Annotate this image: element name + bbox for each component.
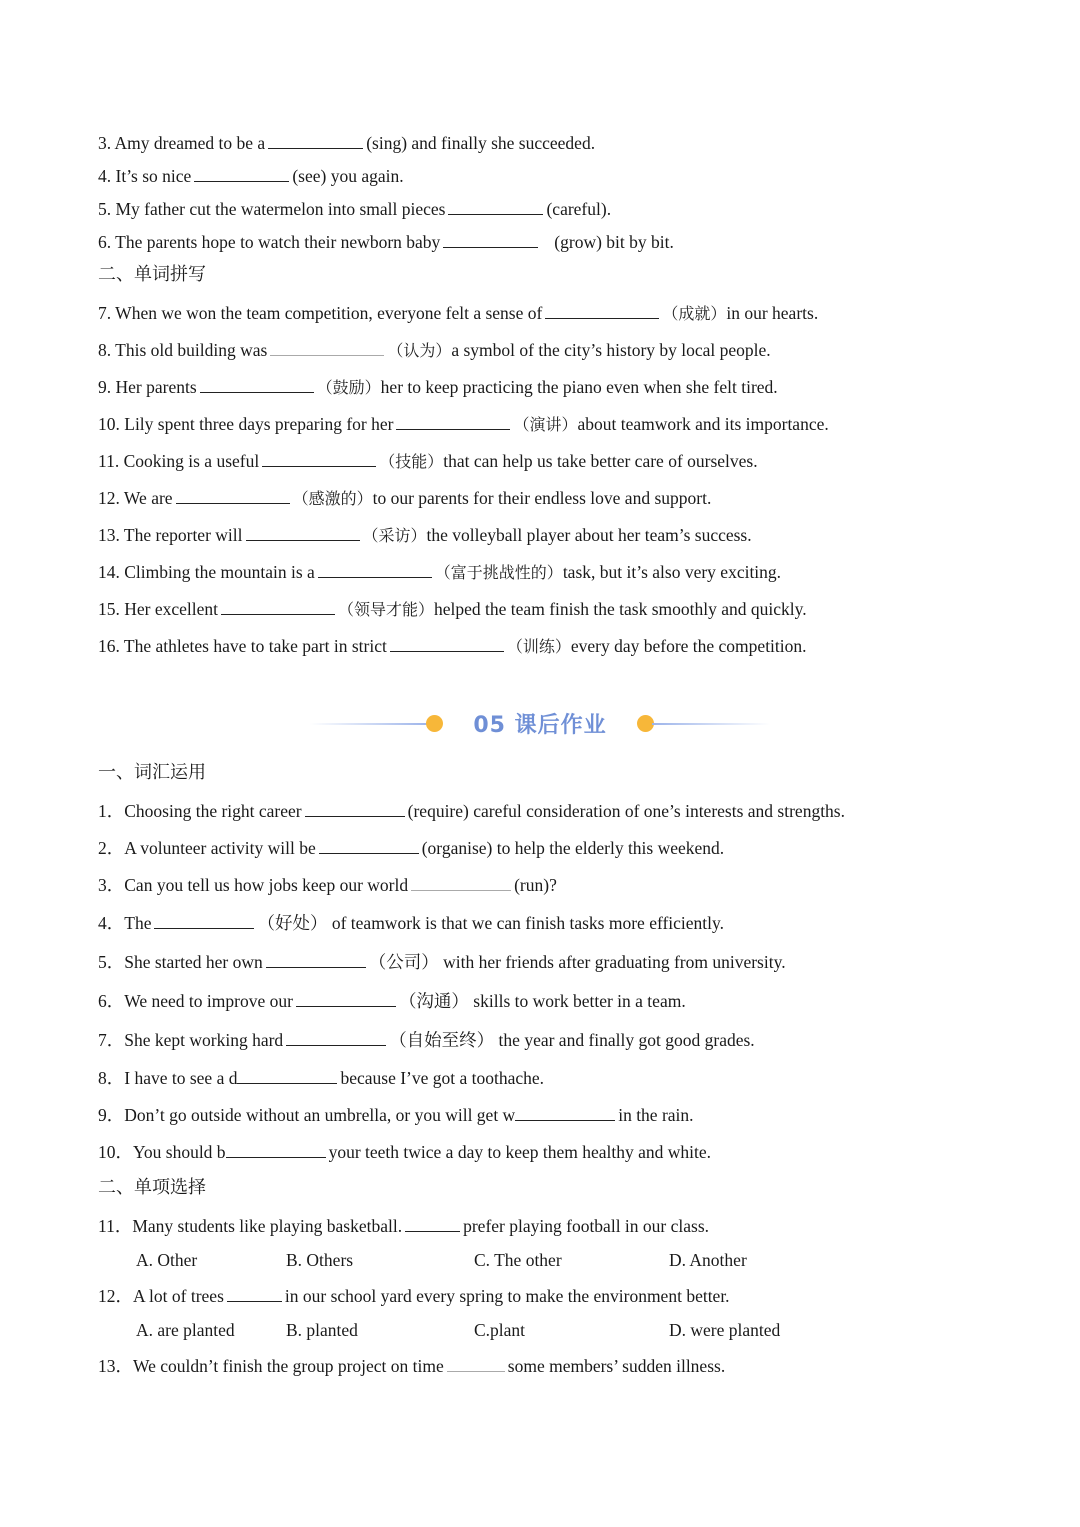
vocab-question-9	[98, 1103, 1040, 1127]
vocab-question-6	[98, 989, 1040, 1013]
chinese-hint: （成就）	[662, 304, 727, 323]
answer-blank[interactable]	[194, 165, 289, 182]
option-c[interactable]: C. The other	[474, 1250, 562, 1270]
question-text: （公司） with her friends after graduating from university.	[368, 952, 786, 972]
vocab-question-2	[98, 836, 1040, 860]
question-text: that can help us take better care of ourselves.	[443, 451, 758, 471]
question-text: 14. Climbing the mountain is a	[98, 562, 315, 582]
question-text: the volleyball player about her team’s success.	[426, 525, 752, 545]
answer-blank[interactable]	[266, 951, 366, 968]
section-heading-choice: 二、单项选择	[98, 1177, 206, 1198]
answer-blank[interactable]	[262, 450, 376, 467]
chinese-hint: （富于挑战性的）	[434, 563, 563, 582]
option-b[interactable]: B. planted	[286, 1320, 358, 1340]
question-7	[98, 301, 1040, 326]
chinese-hint: （采访）	[362, 526, 427, 545]
question-text: 7. When we won the team competition, everyone felt a sense of	[98, 303, 543, 323]
question-text: 15. Her excellent	[98, 599, 219, 619]
answer-blank[interactable]	[305, 800, 405, 817]
question-text: every day before the competition.	[570, 636, 807, 656]
question-text: 11．Many students like playing basketball.	[98, 1216, 403, 1236]
question-4	[98, 164, 1040, 188]
question-text: a symbol of the city’s history by local people.	[451, 340, 771, 360]
question-text: 4. It’s so nice	[98, 166, 192, 186]
question-text: in our hearts.	[726, 303, 819, 323]
question-9	[98, 375, 1040, 400]
question-text: 12．A lot of trees	[98, 1286, 224, 1306]
answer-blank[interactable]	[443, 231, 538, 248]
answer-blank[interactable]	[447, 1355, 505, 1372]
chinese-hint: （感激的）	[292, 489, 373, 508]
answer-blank[interactable]	[396, 413, 510, 430]
question-text: 10．You should b	[98, 1142, 226, 1162]
question-text: 11. Cooking is a useful	[98, 451, 260, 471]
question-text: （自始至终） the year and finally got good grades.	[389, 1030, 755, 1050]
question-text: in the rain.	[618, 1105, 694, 1125]
question-text: 1．Choosing the right career	[98, 801, 302, 821]
answer-blank[interactable]	[270, 339, 384, 356]
question-text: 8．I have to see a d	[98, 1068, 238, 1088]
vocab-question-10	[98, 1140, 1040, 1164]
answer-blank[interactable]	[221, 598, 335, 615]
answer-blank[interactable]	[268, 132, 363, 149]
question-text: 2．A volunteer activity will be	[98, 838, 316, 858]
banner-left-line	[310, 723, 428, 725]
question-text: task, but it’s also very exciting.	[562, 562, 782, 582]
question-text: 4．The	[98, 913, 152, 933]
question-3	[98, 131, 1040, 155]
answer-blank[interactable]	[390, 635, 504, 652]
vocab-question-5	[98, 950, 1040, 974]
question-text: 13．We couldn’t finish the group project on time	[98, 1356, 444, 1376]
chinese-hint: （领导才能）	[338, 600, 435, 619]
section-banner	[310, 706, 770, 742]
question-15	[98, 597, 1040, 622]
chinese-hint: （鼓励）	[316, 378, 381, 397]
question-text: her to keep practicing the piano even when she felt tired.	[380, 377, 778, 397]
question-text: 16. The athletes have to take part in strict	[98, 636, 387, 656]
vocab-question-3	[98, 873, 1040, 897]
question-text: 12. We are	[98, 488, 173, 508]
answer-blank[interactable]	[237, 1067, 337, 1084]
answer-blank[interactable]	[318, 561, 432, 578]
question-text: your teeth twice a day to keep them healthy and white.	[328, 1142, 711, 1162]
question-16	[98, 634, 1040, 659]
answer-blank[interactable]	[296, 990, 396, 1007]
question-11	[98, 449, 1040, 474]
question-text: (require) careful consideration of one’s interests and strengths.	[407, 801, 845, 821]
question-13	[98, 523, 1040, 548]
question-text: 13. The reporter will	[98, 525, 243, 545]
banner-title: 05 课后作业	[473, 713, 607, 738]
question-text: 9. Her parents	[98, 377, 197, 397]
question-text: to our parents for their endless love and support.	[372, 488, 712, 508]
question-text: 10. Lily spent three days preparing for her	[98, 414, 394, 434]
choice-question-11	[98, 1214, 1040, 1238]
question-text: prefer playing football in our class.	[463, 1216, 710, 1236]
chinese-hint: （认为）	[387, 341, 452, 360]
answer-blank[interactable]	[154, 912, 254, 929]
chinese-hint: （技能）	[379, 452, 444, 471]
banner-right-line	[652, 723, 770, 725]
question-text: （好处） of teamwork is that we can finish tasks more efficiently.	[257, 913, 725, 933]
vocab-question-1	[98, 799, 1040, 823]
question-text: 3. Amy dreamed to be a	[98, 133, 266, 153]
question-text: some members’ sudden illness.	[507, 1356, 726, 1376]
question-text: because I’ve got a toothache.	[340, 1068, 545, 1088]
question-text: 7．She kept working hard	[98, 1030, 284, 1050]
question-text: (run)?	[514, 875, 557, 895]
question-text: （沟通） skills to work better in a team.	[398, 991, 686, 1011]
chinese-hint: （演讲）	[513, 415, 578, 434]
option-b[interactable]: B. Others	[286, 1250, 354, 1270]
question-text: 5．She started her own	[98, 952, 263, 972]
question-text: 5. My father cut the watermelon into small pieces	[98, 199, 446, 219]
vocab-question-4	[98, 911, 1040, 935]
question-text: 6. The parents hope to watch their newborn baby	[98, 232, 441, 252]
question-text: (sing) and finally she succeeded.	[366, 133, 596, 153]
chinese-hint: （训练）	[506, 637, 571, 656]
answer-blank[interactable]	[246, 524, 360, 541]
question-text: 3．Can you tell us how jobs keep our world	[98, 875, 409, 895]
question-5	[98, 197, 1040, 221]
answer-blank[interactable]	[227, 1285, 282, 1302]
question-12	[98, 486, 1040, 511]
question-text: helped the team finish the task smoothly and quickly.	[434, 599, 807, 619]
section-heading-vocab: 一、词汇运用	[98, 762, 206, 783]
option-a[interactable]: A. are planted	[136, 1320, 235, 1340]
option-a[interactable]: A. Other	[136, 1250, 198, 1270]
question-text: 8. This old building was	[98, 340, 268, 360]
choice-question-13	[98, 1354, 1040, 1378]
answer-blank[interactable]	[448, 198, 543, 215]
banner-left-dot	[426, 715, 443, 732]
question-text: (see) you again.	[292, 166, 404, 186]
answer-blank[interactable]	[319, 837, 419, 854]
choice-question-12	[98, 1284, 1040, 1308]
vocab-question-7	[98, 1028, 1040, 1052]
question-10	[98, 412, 1040, 437]
answer-blank[interactable]	[545, 302, 659, 319]
question-text: (careful).	[546, 199, 612, 219]
answer-blank[interactable]	[515, 1104, 615, 1121]
answer-blank[interactable]	[176, 487, 290, 504]
question-6	[98, 230, 1040, 254]
answer-blank[interactable]	[200, 376, 314, 393]
answer-blank[interactable]	[286, 1029, 386, 1046]
question-text: about teamwork and its importance.	[577, 414, 829, 434]
option-d[interactable]: D. Another	[669, 1250, 747, 1270]
question-text: (grow) bit by bit.	[554, 232, 674, 252]
answer-blank[interactable]	[226, 1141, 326, 1158]
question-text: 6．We need to improve our	[98, 991, 293, 1011]
option-d[interactable]: D. were planted	[669, 1320, 781, 1340]
section-heading-spelling: 二、单词拼写	[98, 264, 206, 285]
vocab-question-8	[98, 1066, 1040, 1090]
answer-blank[interactable]	[405, 1215, 460, 1232]
question-text: (organise) to help the elderly this weekend.	[421, 838, 725, 858]
question-text: 9．Don’t go outside without an umbrella, or you will get w	[98, 1105, 516, 1125]
answer-blank[interactable]	[411, 874, 511, 891]
question-text: in our school yard every spring to make the environment better.	[284, 1286, 730, 1306]
question-14	[98, 560, 1040, 585]
option-c[interactable]: C.plant	[474, 1320, 526, 1340]
question-8	[98, 338, 1040, 363]
